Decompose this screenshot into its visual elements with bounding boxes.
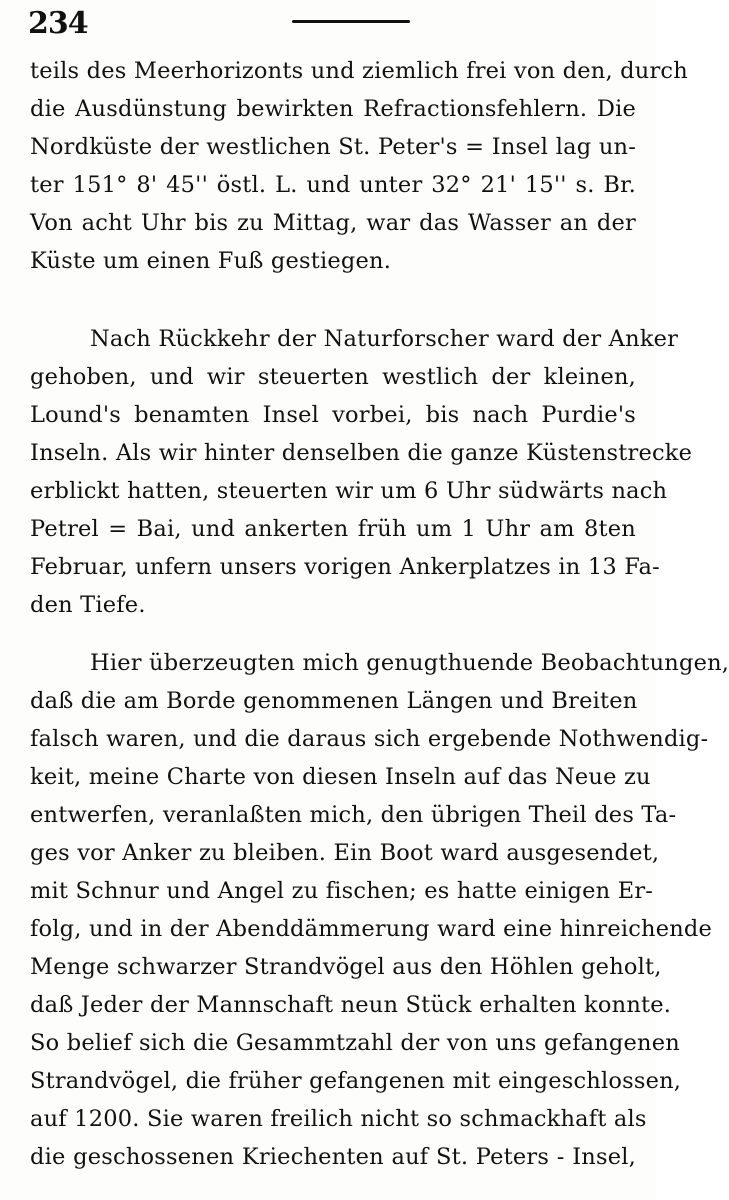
text-line: daß die am Borde genommenen Längen und Breiten [30, 688, 638, 714]
text-line: Von acht Uhr bis zu Mittag, war das Wasser an der [30, 210, 636, 236]
text-line: Februar, unfern unsers vorigen Ankerplatzes in 13 Fa- [30, 554, 660, 580]
page-number: 234 [28, 6, 88, 41]
paragraph-1 [30, 52, 688, 280]
header-rule [292, 20, 410, 23]
text-line: Strandvögel, die früher gefangenen mit eingeschlossen, [30, 1068, 682, 1094]
text-line: erblickt hatten, steuerten wir um 6 Uhr südwärts nach [30, 478, 668, 504]
text-line: daß Jeder der Mannschaft neun Stück erhalten konnte. [30, 992, 672, 1018]
text-line: Menge schwarzer Strandvögel aus den Höhlen geholt, [30, 954, 662, 980]
text-line: die geschossenen Kriechenten auf St. Peters - Insel, [30, 1144, 636, 1170]
text-line: die Ausdünstung bewirkten Refractionsfehlern. Die [30, 96, 636, 122]
text-line: ter 151° 8' 45'' östl. L. und unter 32° 21' 15'' s. Br. [30, 172, 636, 198]
text-line: Küste um einen Fuß gestiegen. [30, 248, 392, 274]
text-line: Nordküste der westlichen St. Peter's = Insel lag un- [30, 134, 636, 160]
paragraph-3 [30, 644, 729, 1176]
text-line: Nach Rückkehr der Naturforscher ward der Anker [90, 326, 679, 352]
text-line: entwerfen, veranlaßten mich, den übrigen Theil des Ta- [30, 802, 677, 828]
text-line: falsch waren, und die daraus sich ergebende Nothwendig- [30, 726, 709, 752]
text-line: Lound's benamten Insel vorbei, bis nach Purdie's [30, 402, 636, 428]
text-line: auf 1200. Sie waren freilich nicht so schmackhaft als [30, 1106, 647, 1132]
paragraph-2 [30, 320, 693, 624]
text-line: gehoben, und wir steuerten westlich der kleinen, [30, 364, 636, 390]
text-line: Petrel = Bai, und ankerten früh um 1 Uhr am 8ten [30, 516, 636, 542]
text-line: den Tiefe. [30, 592, 146, 618]
text-line: Hier überzeugten mich genugthuende Beobachtungen, [90, 650, 729, 676]
text-line: ges vor Anker zu bleiben. Ein Boot ward ausgesendet, [30, 840, 660, 866]
text-line: folg, und in der Abenddämmerung ward eine hinreichende [30, 916, 713, 942]
text-line: mit Schnur und Angel zu fischen; es hatte einigen Er- [30, 878, 654, 904]
text-line: keit, meine Charte von diesen Inseln auf das Neue zu [30, 764, 651, 790]
text-line: teils des Meerhorizonts und ziemlich frei von den, durch [30, 58, 688, 84]
text-line: So belief sich die Gesammtzahl der von uns gefangenen [30, 1030, 680, 1056]
text-line: Inseln. Als wir hinter denselben die ganze Küstenstrecke [30, 440, 693, 466]
